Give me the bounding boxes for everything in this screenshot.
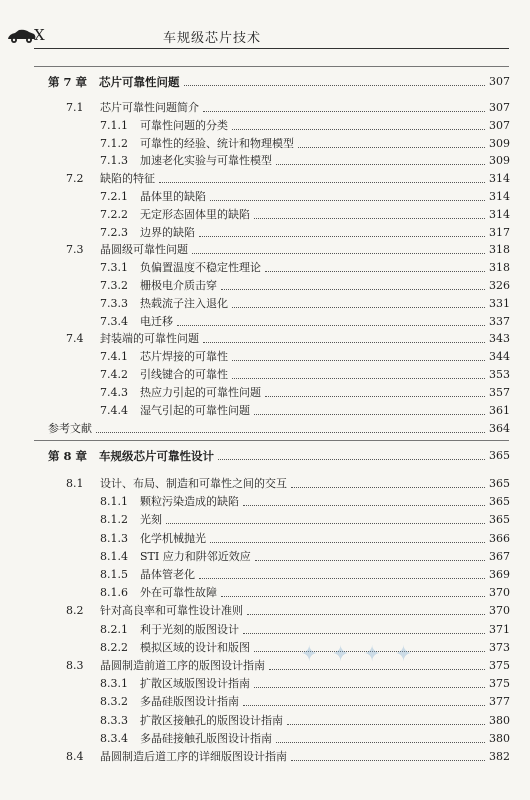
page-number: 318 — [489, 243, 510, 257]
entry-title: 多晶硅版图设计指南 — [140, 695, 239, 709]
page-number: 357 — [489, 385, 510, 399]
entry-title: 外在可靠性故障 — [140, 586, 217, 600]
entry-title: 光刻 — [140, 513, 162, 527]
dot-leader — [221, 595, 485, 597]
section-number: 7.2.2 — [100, 207, 128, 221]
section-number: 7.3.1 — [100, 261, 128, 275]
toc-subsection[interactable] — [100, 345, 510, 364]
entry-title: 芯片可靠性问题简介 — [100, 101, 199, 114]
entry-title: 可靠性问题的分类 — [140, 118, 228, 132]
toc-subsection[interactable] — [100, 221, 510, 240]
page-number: 314 — [489, 190, 510, 203]
entry-title: 加速老化实验与可靠性模型 — [140, 154, 272, 168]
section-number: 7.1 — [66, 101, 84, 114]
section-number: 8.2.1 — [100, 622, 128, 636]
entry-title: 引线键合的可靠性 — [140, 368, 228, 381]
dot-leader — [221, 288, 485, 290]
section-number: 7.2.3 — [100, 225, 128, 239]
entry-title: 参考文献 — [48, 422, 92, 435]
section-number: 7.3 — [66, 243, 84, 257]
divider — [34, 440, 509, 441]
dot-leader — [232, 359, 485, 361]
page-number: 370 — [489, 604, 510, 618]
toc-chapter-8[interactable] — [48, 444, 510, 463]
entry-title: 模拟区域的设计和版图 — [140, 640, 250, 654]
entry-title: STI 应力和阱邻近效应 — [140, 549, 251, 563]
header-rule — [34, 48, 509, 49]
section-number: 8.1.5 — [100, 568, 128, 581]
dot-leader — [287, 723, 485, 725]
dot-leader — [243, 632, 485, 634]
page-number: 380 — [489, 713, 510, 727]
section-number: 8.1.3 — [100, 531, 128, 545]
section-number: 8.3.4 — [100, 731, 128, 745]
section-number: 7.1.2 — [100, 136, 128, 150]
section-number: 8.1.1 — [100, 495, 128, 509]
page-number: 314 — [489, 172, 510, 186]
page-number: 375 — [489, 659, 510, 672]
entry-title: 缺陷的特征 — [100, 172, 155, 186]
page-number: 375 — [489, 677, 510, 691]
toc-subsection[interactable] — [100, 672, 510, 691]
section-number: 7.4.4 — [100, 403, 128, 417]
toc-section[interactable] — [66, 238, 510, 257]
section-number: 8.1.2 — [100, 513, 128, 527]
toc-subsection[interactable] — [100, 399, 510, 418]
toc-subsection[interactable] — [100, 508, 510, 527]
entry-title: 化学机械抛光 — [140, 531, 206, 545]
page-number: 343 — [489, 332, 510, 346]
watermark: ✦ ✦ ✦ ✦ — [300, 642, 416, 667]
toc-subsection[interactable] — [100, 709, 510, 728]
section-number: 7.2.1 — [100, 190, 128, 203]
entry-title: 设计、布局、制造和可靠性之间的交互 — [100, 477, 287, 490]
dot-leader — [232, 377, 485, 379]
dot-leader — [232, 128, 485, 130]
page-number: 314 — [489, 207, 510, 221]
page-number: 337 — [489, 314, 510, 328]
running-title: 车规级芯片技术 — [163, 31, 262, 46]
entry-title: 针对高良率和可靠性设计准则 — [100, 604, 243, 618]
page-number: 307 — [489, 101, 510, 114]
page-roman-numeral: X — [34, 26, 45, 44]
entry-title: 无定形态固体里的缺陷 — [140, 207, 250, 221]
toc-subsection[interactable] — [100, 185, 510, 204]
dot-leader — [199, 577, 485, 579]
toc-subsection[interactable] — [100, 690, 510, 709]
chapter-title: 车规级芯片可靠性设计 — [99, 449, 215, 463]
page-number: 365 — [489, 477, 510, 490]
entry-title: 栅极电介质击穿 — [140, 279, 217, 292]
toc-subsection[interactable] — [100, 545, 510, 564]
dot-leader — [291, 486, 485, 488]
entry-title: 扩散区域版图设计指南 — [140, 677, 250, 691]
page-number: 365 — [489, 513, 510, 527]
dot-leader — [159, 181, 485, 183]
page-number: 318 — [489, 261, 510, 275]
section-number: 7.4.3 — [100, 385, 128, 399]
entry-title: 湿气引起的可靠性问题 — [140, 403, 250, 417]
dot-leader — [276, 741, 485, 743]
dot-leader — [210, 199, 485, 201]
section-number: 7.1.1 — [100, 118, 128, 132]
section-number: 7.3.2 — [100, 279, 128, 292]
divider — [34, 66, 509, 67]
entry-title: 电迁移 — [140, 314, 173, 328]
page-number: 309 — [489, 154, 510, 168]
toc-subsection[interactable] — [100, 292, 510, 311]
dot-leader — [210, 541, 485, 543]
page-number: 380 — [489, 731, 510, 745]
page-number: 309 — [489, 136, 510, 150]
dot-leader — [203, 341, 485, 343]
toc-section[interactable] — [66, 327, 510, 346]
entry-title: 热载流子注入退化 — [140, 296, 228, 310]
entry-title: 晶体里的缺陷 — [140, 190, 206, 203]
entry-title: 颗粒污染造成的缺陷 — [140, 495, 239, 509]
section-number: 8.3.1 — [100, 677, 128, 691]
section-number: 8.4 — [66, 750, 84, 763]
toc-references[interactable] — [48, 417, 510, 436]
toc-subsection[interactable] — [100, 256, 510, 275]
section-number: 7.4.1 — [100, 350, 128, 364]
toc-subsection[interactable] — [100, 310, 510, 329]
entry-title: 晶圆制造后道工序的详细版图设计指南 — [100, 750, 287, 763]
section-number: 8.1 — [66, 477, 84, 490]
dot-leader — [177, 324, 485, 326]
entry-title: 利于光刻的版图设计 — [140, 622, 239, 636]
entry-title: 多晶硅接触孔版图设计指南 — [140, 731, 272, 745]
section-number: 7.4.2 — [100, 368, 128, 381]
entry-title: 扩散区接触孔的版图设计指南 — [140, 713, 283, 727]
section-number: 8.3 — [66, 659, 84, 672]
dot-leader — [254, 650, 485, 652]
toc-subsection[interactable] — [100, 149, 510, 168]
dot-leader — [218, 458, 485, 460]
toc-subsection[interactable] — [100, 581, 510, 600]
section-number: 7.2 — [66, 172, 84, 186]
dot-leader — [255, 559, 485, 561]
dot-leader — [232, 306, 485, 308]
toc-subsection[interactable] — [100, 381, 510, 400]
entry-title: 热应力引起的可靠性问题 — [140, 385, 261, 399]
dot-leader — [269, 668, 485, 670]
page-number: 317 — [489, 225, 510, 239]
page-number: 365 — [489, 495, 510, 509]
toc-subsection[interactable] — [100, 363, 510, 382]
car-logo-icon — [6, 28, 36, 44]
dot-leader — [243, 504, 485, 506]
toc-subsection[interactable] — [100, 132, 510, 151]
dot-leader — [203, 110, 485, 112]
dot-leader — [254, 413, 485, 415]
dot-leader — [291, 759, 485, 761]
dot-leader — [199, 235, 485, 237]
section-number: 8.2.2 — [100, 640, 128, 654]
page-number: 344 — [489, 350, 510, 364]
page-number: 373 — [489, 640, 510, 654]
section-number: 8.1.4 — [100, 549, 128, 563]
page-number: 377 — [489, 695, 510, 709]
toc-section[interactable] — [66, 745, 510, 764]
entry-title: 封装端的可靠性问题 — [100, 332, 199, 346]
dot-leader — [265, 395, 485, 397]
section-number: 7.3.4 — [100, 314, 128, 328]
chapter-number: 第 7 章 — [48, 75, 88, 89]
page-number: 361 — [489, 403, 510, 417]
section-number: 7.3.3 — [100, 296, 128, 310]
toc-subsection[interactable] — [100, 618, 510, 637]
section-number: 8.2 — [66, 604, 84, 618]
toc-subsection[interactable] — [100, 636, 510, 655]
entry-title: 边界的缺陷 — [140, 225, 195, 239]
page-number: 369 — [489, 568, 510, 581]
toc-section[interactable] — [66, 472, 510, 491]
toc-subsection[interactable] — [100, 274, 510, 293]
entry-title: 晶圆级可靠性问题 — [100, 243, 188, 257]
entry-title: 晶体管老化 — [140, 568, 195, 581]
section-number: 8.3.3 — [100, 713, 128, 727]
section-number: 8.3.2 — [100, 695, 128, 709]
entry-title: 晶圆制造前道工序的版图设计指南 — [100, 659, 265, 672]
entry-title: 可靠性的经验、统计和物理模型 — [140, 136, 294, 150]
section-number: 8.1.6 — [100, 586, 128, 600]
section-number: 7.4 — [66, 332, 84, 346]
page-number: 307 — [489, 75, 510, 88]
toc-subsection[interactable] — [100, 527, 510, 546]
page-number: 365 — [489, 449, 510, 462]
toc-chapter-7[interactable] — [48, 70, 510, 89]
dot-leader — [254, 217, 485, 219]
toc-section[interactable] — [66, 167, 510, 186]
page-number: 366 — [489, 531, 510, 545]
page-number: 371 — [489, 622, 510, 636]
chapter-number: 第 8 章 — [48, 449, 88, 463]
page-header — [0, 18, 530, 58]
dot-leader — [184, 84, 485, 86]
page-number: 331 — [489, 296, 510, 310]
page-number: 367 — [489, 549, 510, 563]
dot-leader — [166, 522, 485, 524]
dot-leader — [265, 270, 485, 272]
dot-leader — [276, 163, 485, 165]
page-number: 353 — [489, 368, 510, 381]
toc-subsection[interactable] — [100, 563, 510, 582]
dot-leader — [96, 431, 485, 433]
dot-leader — [298, 146, 485, 148]
dot-leader — [254, 686, 485, 688]
entry-title: 负偏置温度不稳定性理论 — [140, 261, 261, 275]
page-number: 370 — [489, 586, 510, 600]
toc-subsection[interactable] — [100, 727, 510, 746]
dot-leader — [192, 252, 485, 254]
page-number: 364 — [489, 422, 510, 435]
dot-leader — [247, 613, 485, 615]
page-number: 382 — [489, 750, 510, 763]
dot-leader — [243, 704, 485, 706]
section-number: 7.1.3 — [100, 154, 128, 168]
page-number: 307 — [489, 118, 510, 132]
toc-subsection[interactable] — [100, 114, 510, 133]
toc-section[interactable] — [66, 654, 510, 673]
toc-section[interactable] — [66, 96, 510, 115]
entry-title: 芯片焊接的可靠性 — [140, 350, 228, 364]
chapter-title: 芯片可靠性问题 — [99, 75, 180, 89]
page-number: 326 — [489, 279, 510, 292]
toc-section[interactable] — [66, 599, 510, 618]
toc-subsection[interactable] — [100, 203, 510, 222]
toc-subsection[interactable] — [100, 490, 510, 509]
